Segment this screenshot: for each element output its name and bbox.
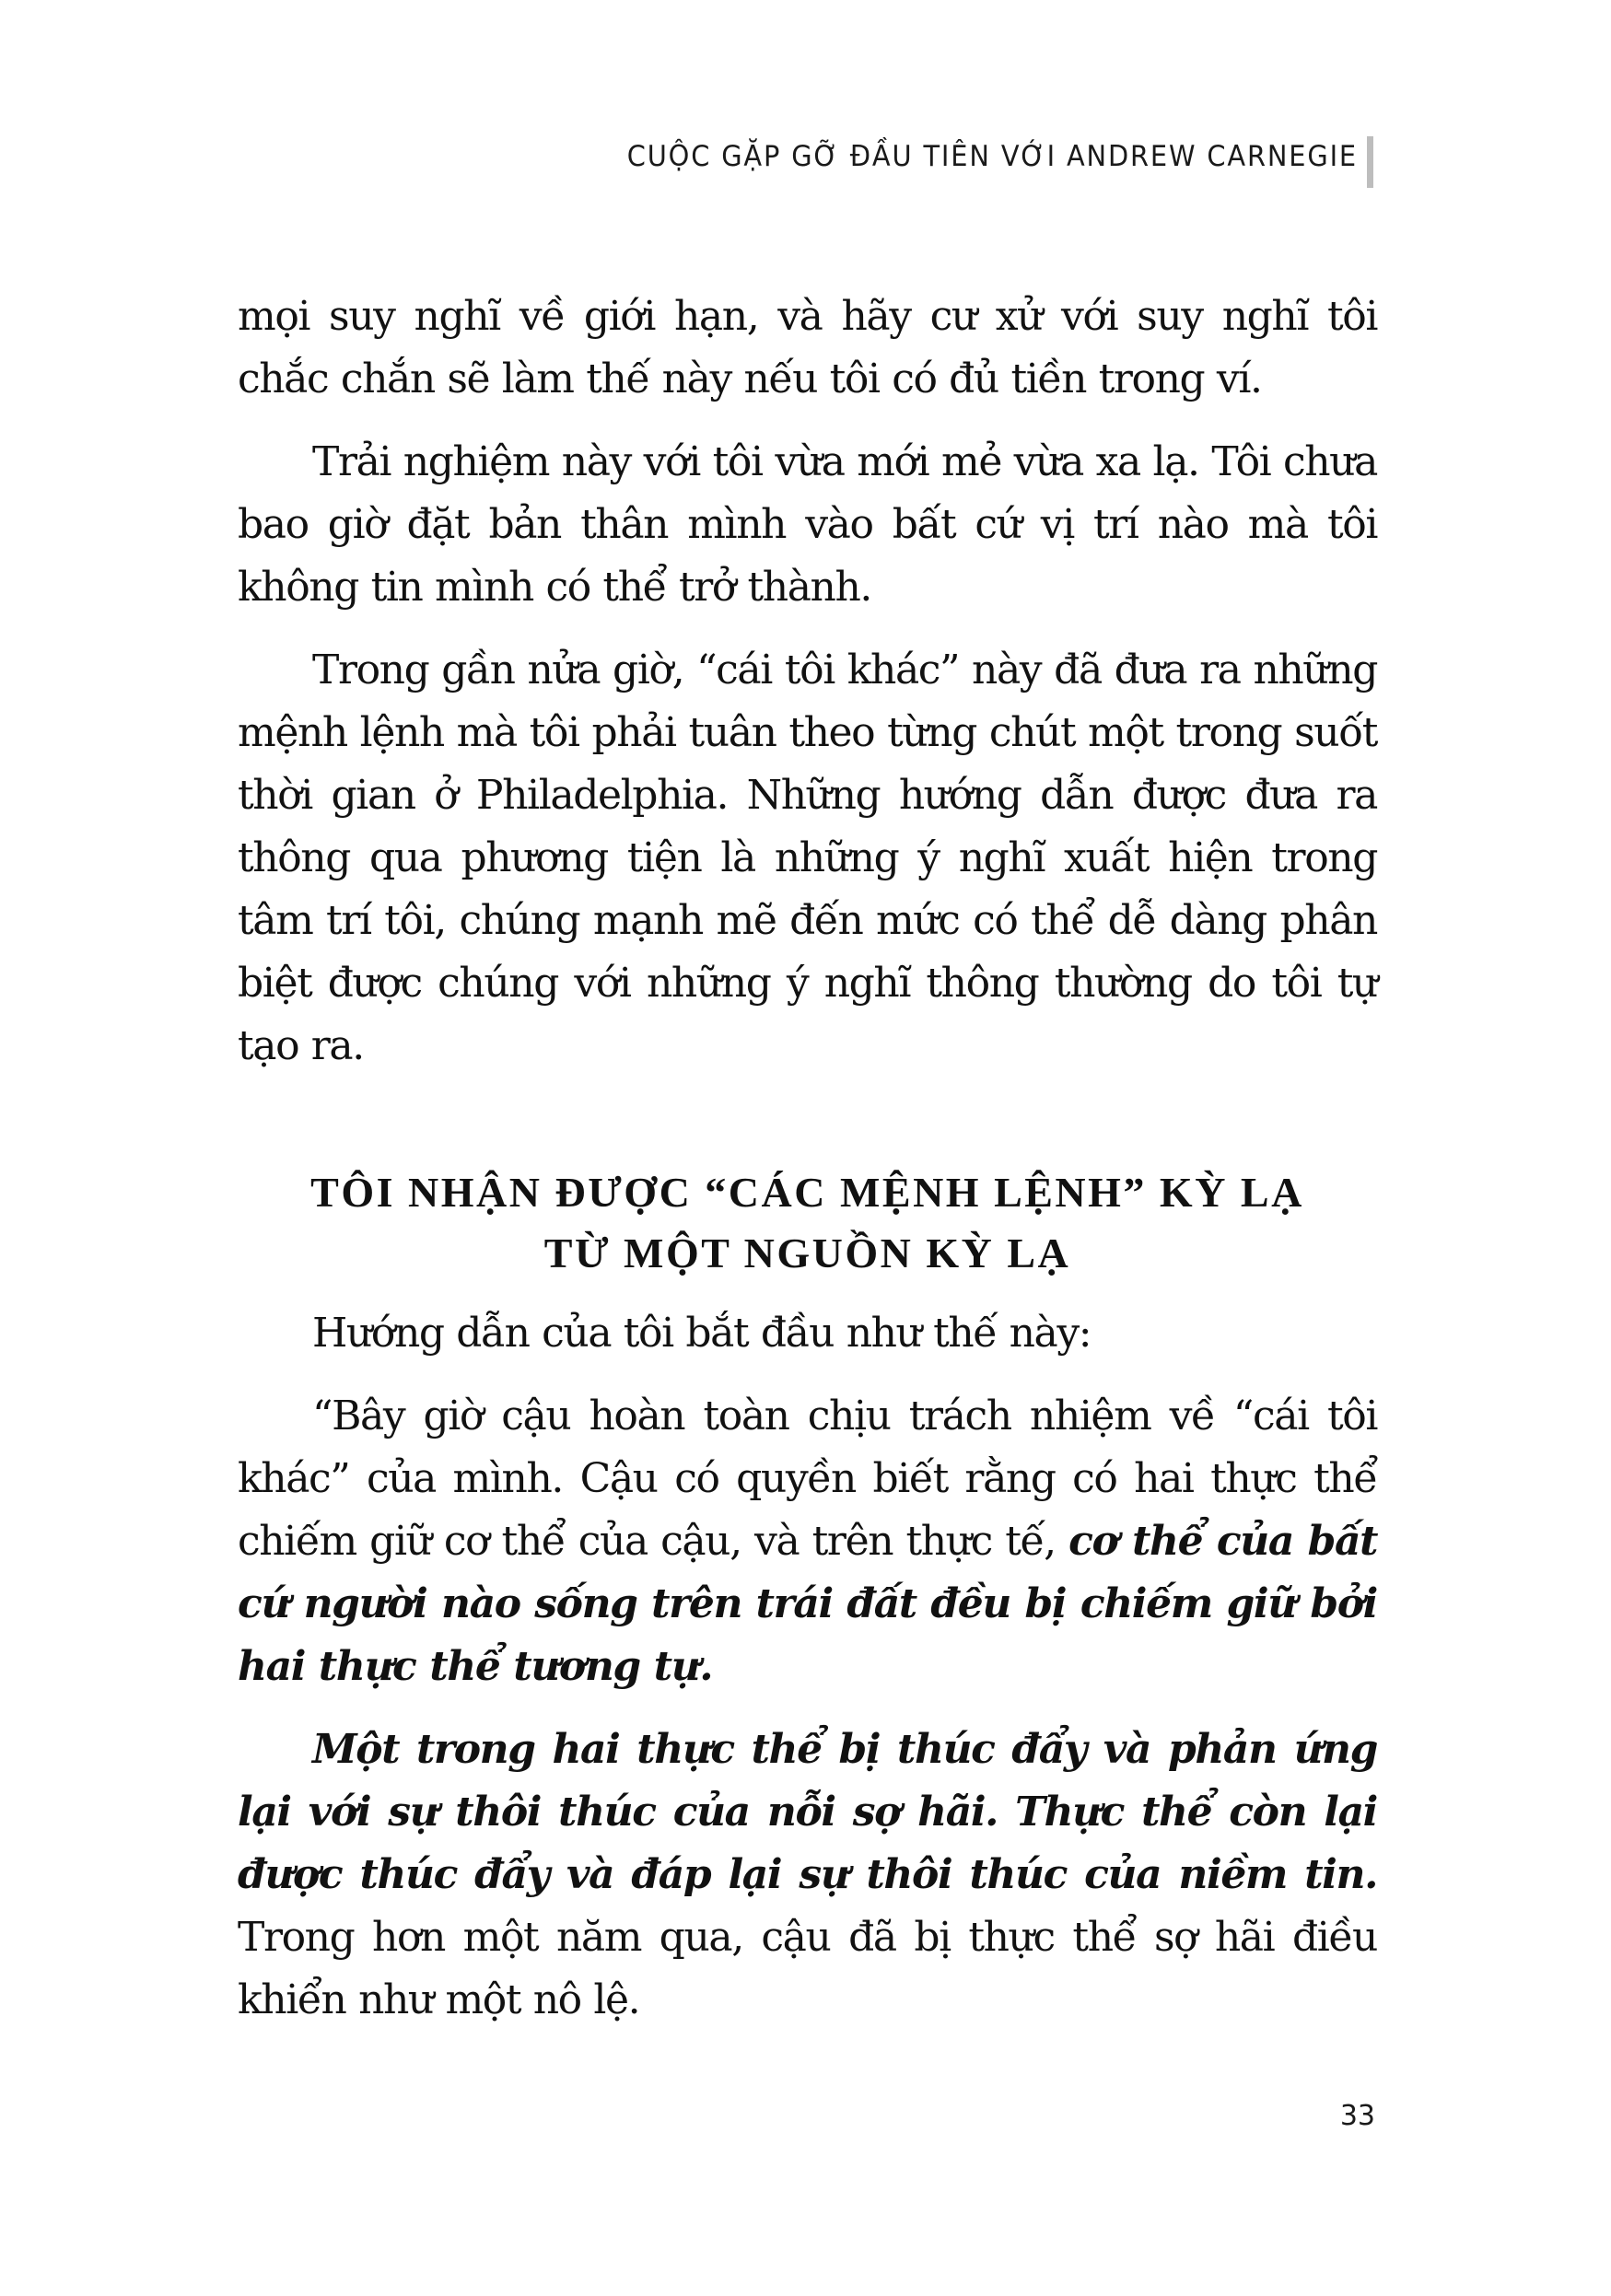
paragraph-text: Trong hơn một năm qua, cậu đã bị thực thể sợ hãi điều khiển như một nô lệ.: [238, 1914, 1377, 2023]
paragraph-text: “Bây giờ cậu hoàn toàn chịu trách nhiệm về “cái tôi khác” của mình. Cậu có quyền biết rằng có hai thực thể chiếm giữ cơ thể của cậu, và trên thực tế,: [238, 1393, 1377, 1565]
page-number: 33: [1339, 2100, 1375, 2132]
running-header-title: CUỘC GẶP GỠ ĐẦU TIÊN VỚI ANDREW CARNEGIE: [626, 140, 1358, 173]
paragraph: Trải nghiệm này với tôi vừa mới mẻ vừa xa lạ. Tôi chưa bao giờ đặt bản thân mình vào bất cứ vị trí nào mà tôi không tin mình có thể trở thành.: [238, 438, 1377, 611]
emphasized-text: Một trong hai thực thể bị thúc đẩy và phản ứng lại với sự thôi thúc của nỗi sợ hãi. Thực thể còn lại được thúc đẩy và đáp lại sự thôi thúc của niềm tin.: [238, 1726, 1377, 1898]
emphasized-text: cơ thể của bất cứ người nào sống trên trái đất đều bị chiếm giữ bởi hai thực thể tương tự.: [238, 1518, 1377, 1690]
paragraph-quote: [238, 1719, 1377, 2032]
paragraph-continuation: mọi suy nghĩ về giới hạn, và hãy cư xử với suy nghĩ tôi chắc chắn sẽ làm thế này nếu tôi có đủ tiền trong ví.: [238, 293, 1377, 402]
section-heading: [238, 1162, 1377, 1284]
paragraph-quote: [238, 1385, 1377, 1698]
section-heading-line: TỪ MỘT NGUỒN KỲ LẠ: [543, 1230, 1071, 1276]
section-heading-line: TÔI NHẬN ĐƯỢC “CÁC MỆNH LỆNH” KỲ LẠ: [310, 1169, 1304, 1216]
header-vertical-rule: [1367, 136, 1373, 188]
page-body: [238, 286, 1377, 2052]
paragraph: Trong gần nửa giờ, “cái tôi khác” này đã đưa ra những mệnh lệnh mà tôi phải tuân theo từng chút một trong suốt thời gian ở Philadelphia. Những hướng dẫn được đưa ra thông qua phương tiện là những ý nghĩ xuất hiện trong tâm trí tôi, chúng mạnh mẽ đến mức có thể dễ dàng phân biệt được chúng với những ý nghĩ thông thường do tôi tự tạo ra.: [238, 647, 1377, 1069]
paragraph: Hướng dẫn của tôi bắt đầu như thế này:: [312, 1310, 1092, 1357]
